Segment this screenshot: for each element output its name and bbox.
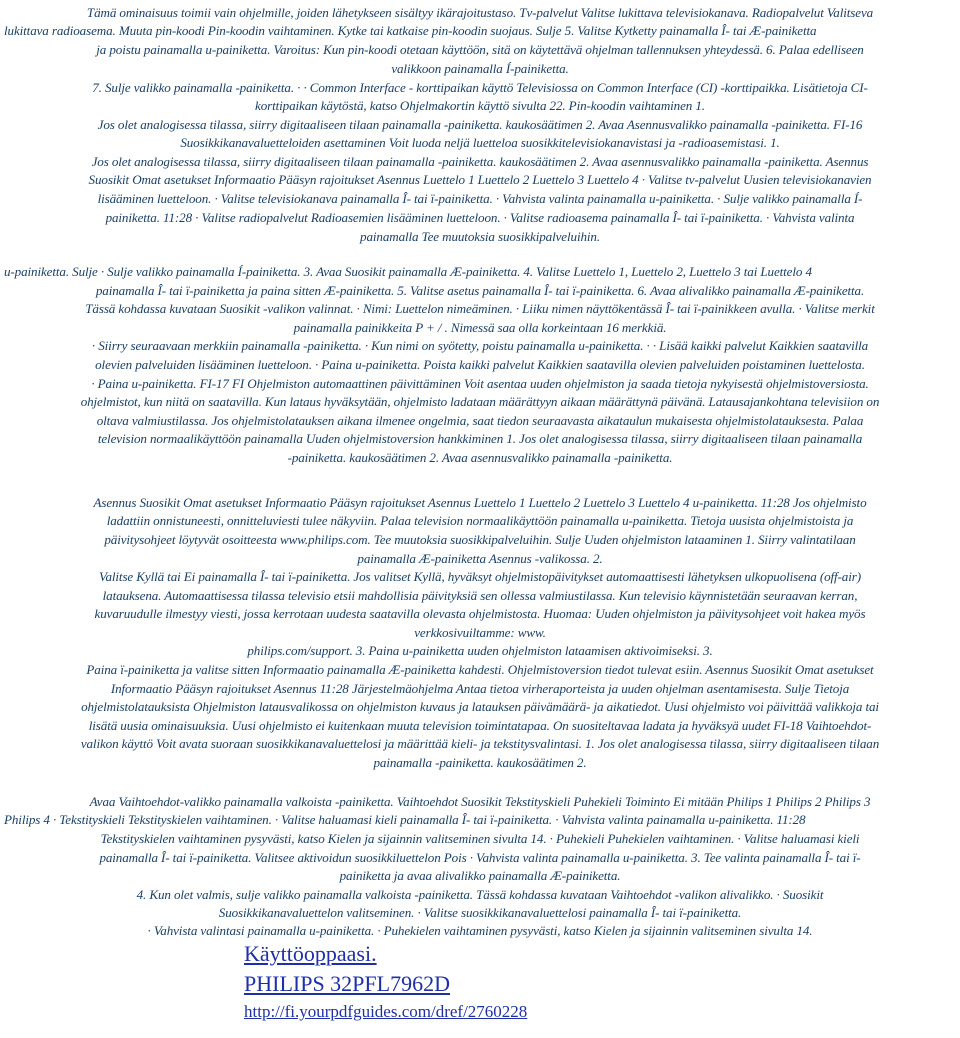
manual-title-link[interactable]: Käyttöoppaasi. [244, 941, 377, 966]
text-line: · Siirry seuraavaan merkkiin painamalla -painiketta. · Kun nimi on syötetty, poistu painamalla u-painiketta. · · Lisää kaikki palvelut Kaikkien saatavilla [91, 338, 869, 353]
text-line: painiketta. 11:28 · Valitse radiopalvelut Radioasemien lisääminen luetteloon. · Valitse radioasema painamalla Î- tai ï-painiketta. · Vahvista valinta [105, 210, 855, 225]
text-line: painamalla Î- tai ï-painiketta. Valitsee aktivoidun suosikkiluettelon Pois · Vahvista valinta painamalla u-painiketta. 3. Tee valinta painamalla Î- tai ï- [99, 850, 861, 865]
text-line: Suosikit Omat asetukset Informaatio Pääsyn rajoitukset Asennus Luettelo 1 Luettelo 2 Luettelo 3 Luettelo 4 · Valitse tv-palvelut Uusien televisiokanavien [88, 172, 872, 187]
text-line: Jos olet analogisessa tilassa, siirry digitaaliseen tilaan painamalla -painiketta. kaukosäätimen 2. Avaa asennusvalikko painamalla -painiketta. Asennus [91, 154, 869, 169]
text-line: ladattiin onnistuneesti, onnitteluviesti tulee näkyviin. Palaa television normaalikäyttöön painamalla u-painiketta. Tietoja uusista ohjelmistoista ja [106, 513, 854, 528]
text-line: philips.com/support. 3. Paina u-painiketta uuden ohjelmiston lataamisen aktivoimiseksi. 3. [247, 643, 713, 658]
text-line: Tässä kohdassa kuvataan Suosikit -valikon valinnat. · Nimi: Luettelon nimeäminen. · Liiku nimen näyttökentässä Î- tai ï-painikkeen avulla. · Valitse merkit [85, 301, 875, 316]
text-line: painiketta ja avaa alivalikko painamalla Æ-painiketta. [339, 868, 621, 883]
text-line: lisääminen luetteloon. · Valitse televisiokanava painamalla Î- tai ï-painiketta. · Vahvista valinta painamalla u-painiketta. · Sulje valikko painamalla Í- [97, 191, 863, 206]
text-line: Tekstityskielen vaihtaminen pysyvästi, katso Kielen ja sijainnin valitseminen sivulta 14. · Puhekieli Puhekielen vaihtaminen. · Valitse haluamasi kieli [100, 831, 860, 846]
text-line: lukittava radioasema. Muuta pin-koodi Pin-koodin vaihtaminen. Kytke tai katkaise pin-koodin suojaus. Sulje 5. Valitse Kytketty painamalla Î- tai Æ-painiketta [4, 23, 817, 38]
text-line: painamalla Tee muutoksia suosikkipalveluihin. [360, 229, 600, 244]
text-line: valikkoon painamalla Í-painiketta. [391, 61, 569, 76]
footer [244, 938, 527, 1025]
text-line: Avaa Vaihtoehdot-valikko painamalla valkoista -painiketta. Vaihtoehdot Suosikit Tekstityskieli Puhekieli Toiminto Ei mitään Philips 1 Philips 2 Philips 3 [89, 794, 871, 809]
text-line: · Vahvista valintasi painamalla u-painiketta. · Puhekielen vaihtaminen pysyvästi, katso Kielen ja sijainnin valitseminen sivulta 14. [147, 923, 813, 938]
text-line: verkkosivuiltamme: www. [414, 625, 546, 640]
text-line: ohjelmistot, kun niitä on saatavilla. Kun lataus hyväksytään, ohjelmisto ladataan määrättyyn aikaan määrättynä päivänä. Latausajankohtana televisiion on [80, 394, 880, 409]
text-line: Suosikkikanavaluetteloiden asettaminen Voit luoda neljä luetteloa suosikkitelevisiokanavistasi ja -radioasemistasi. 1. [180, 135, 780, 150]
text-line: painamalla Î- tai ï-painiketta ja paina sitten Æ-painiketta. 5. Valitse asetus painamalla Î- tai ï-painiketta. 6. Avaa alivalikko painamalla Æ-painiketta. [95, 283, 865, 298]
text-line: Asennus Suosikit Omat asetukset Informaatio Pääsyn rajoitukset Asennus Luettelo 1 Luettelo 2 Luettelo 3 Luettelo 4 u-painiketta. 11:28 Jos ohjelmisto [93, 495, 867, 510]
text-line: painamalla Æ-painiketta Asennus -valikossa. 2. [357, 551, 603, 566]
text-line: olevien palveluiden lisääminen luetteloon. · Paina u-painiketta. Poista kaikki palvelut Kaikkien saatavilla olevien palveluiden poistaminen luettelosta. [95, 357, 865, 372]
text-line: 4. Kun olet valmis, sulje valikko painamalla valkoista -painiketta. Tässä kohdassa kuvataan Vaihtoehdot -valikon alivalikko. · Suosikit [136, 887, 824, 902]
text-line: oltava valmiustilassa. Jos ohjelmistolatauksen aikana ilmenee ongelmia, saat tiedon seuraavasta aikataulun mukaisesta ohjelmistolatauksesta. Palaa [96, 413, 864, 428]
text-line: lisätä uusia ominaisuuksia. Uusi ohjelmisto ei kuitenkaan muuta television toimintatapaa. On suositeltavaa ladata ja hyväksyä uudet FI-18 Vaihtoehdot- [88, 718, 872, 733]
text-line: kuvaruudulle ilmestyy viesti, jossa kerrotaan uudesta saatavilla olevasta ohjelmistosta. Huomaa: Uuden ohjelmiston ja päivitysohjeet voit hakea myös [94, 606, 866, 621]
text-line: Paina ï-painiketta ja valitse sitten Informaatio painamalla Æ-painiketta kahdesti. Ohjelmistoversion tiedot tulevat esiin. Asennus Suosikit Omat asetukset [86, 662, 874, 677]
text-line: 7. Sulje valikko painamalla -painiketta. · · Common Interface - korttipaikan käyttö Televisiossa on Common Interface (CI) -korttipaikka. Lisätietoja CI- [92, 80, 868, 95]
text-line: Philips 4 · Tekstityskieli Tekstityskielen vaihtaminen. · Valitse haluamasi kieli painamalla Î- tai ï-painiketta. · Vahvista valinta painamalla u-painiketta. 11:28 [4, 812, 806, 827]
text-line: Informaatio Pääsyn rajoitukset Asennus 11:28 Järjestelmäohjelma Antaa tietoa virheraporteista ja uuden ohjelman asentamisesta. Sulje Tietoja [110, 681, 850, 696]
text-line: Suosikkikanavaluettelon valitseminen. · Valitse suosikkikanavaluettelosi painamalla Î- tai ï-painiketta. [218, 905, 742, 920]
text-line: painamalla -painiketta. kaukosäätimen 2. [373, 755, 587, 770]
text-line: Valitse Kyllä tai Ei painamalla Î- tai ï-painiketta. Jos valitset Kyllä, hyväksyt ohjelmistopäivitykset automaattisesti lähetyksen ulkopuolisena (off-air) [99, 569, 861, 584]
text-line: ja poistu painamalla u-painiketta. Varoitus: Kun pin-koodi otetaan käyttöön, sitä on käytettävä ohjelman tallennuksen yhteydessä. 6. Palaa edelliseen [96, 42, 864, 57]
text-line: päivitysohjeet löytyvät osoitteesta www.philips.com. Tee muutoksia suosikkipalveluihin. Sulje Uuden ohjelmiston lataaminen 1. Siirry valintatilaan [104, 532, 856, 547]
text-line: painamalla painikkeita P + / . Nimessä saa olla korkeintaan 16 merkkiä. [293, 320, 667, 335]
url-link[interactable]: http://fi.yourpdfguides.com/dref/2760228 [244, 1002, 528, 1021]
text-line: · Paina u-painiketta. FI-17 FI Ohjelmiston automaattinen päivittäminen Voit asentaa uuden ohjelmiston ja saada tietoja nykyisestä ohjelmistoversiosta. [91, 376, 869, 391]
text-line: Jos olet analogisessa tilassa, siirry digitaaliseen tilaan painamalla -painiketta. kaukosäätimen 2. Avaa Asennusvalikko painamalla -painiketta. FI-16 [97, 117, 863, 132]
text-line: u-painiketta. Sulje · Sulje valikko painamalla Í-painiketta. 3. Avaa Suosikit painamalla Æ-painiketta. 4. Valitse Luettelo 1, Luettelo 2, Luettelo 3 tai Luettelo 4 [4, 264, 812, 279]
text-line: -painiketta. kaukosäätimen 2. Avaa asennusvalikko painamalla -painiketta. [287, 450, 673, 465]
model-link[interactable]: PHILIPS 32PFL7962D [244, 971, 450, 996]
text-line: valikon käyttö Voit avata suoraan suosikkikanavaluettelosi ja määrittää kieli- ja tekstitysvalintasi. 1. Jos olet analogisessa tilassa, siirry digitaaliseen tilaan [80, 736, 880, 751]
text-line: television normaalikäyttöön painamalla Uuden ohjelmistoversion hankkiminen 1. Jos olet analogisessa tilassa, siirry digitaaliseen tilaan painamalla [97, 431, 863, 446]
text-line: korttipaikan käytöstä, katso Ohjelmakortin käyttö sivulta 22. Pin-koodin vaihtaminen 1. [255, 98, 705, 113]
text-line: Tämä ominaisuus toimii vain ohjelmille, joiden lähetykseen sisältyy ikärajoitustaso. Tv-palvelut Valitse lukittava televisiokanava. Radiopalvelut Valitseva [86, 5, 874, 20]
text-line: ohjelmistolatauksista Ohjelmiston latausvalikossa on ohjelmiston kuvaus ja latauksen päivämäärä- ja aikatiedot. Uusi ohjelmisto voi päivittää valikkoja tai [81, 699, 879, 714]
text-line: latauksena. Automaattisessa tilassa televisio etsii mahdollisia päivityksiä sen ollessa valmiustilassa. Kun televisio käynnistetään seuraavan kerran, [102, 588, 858, 603]
